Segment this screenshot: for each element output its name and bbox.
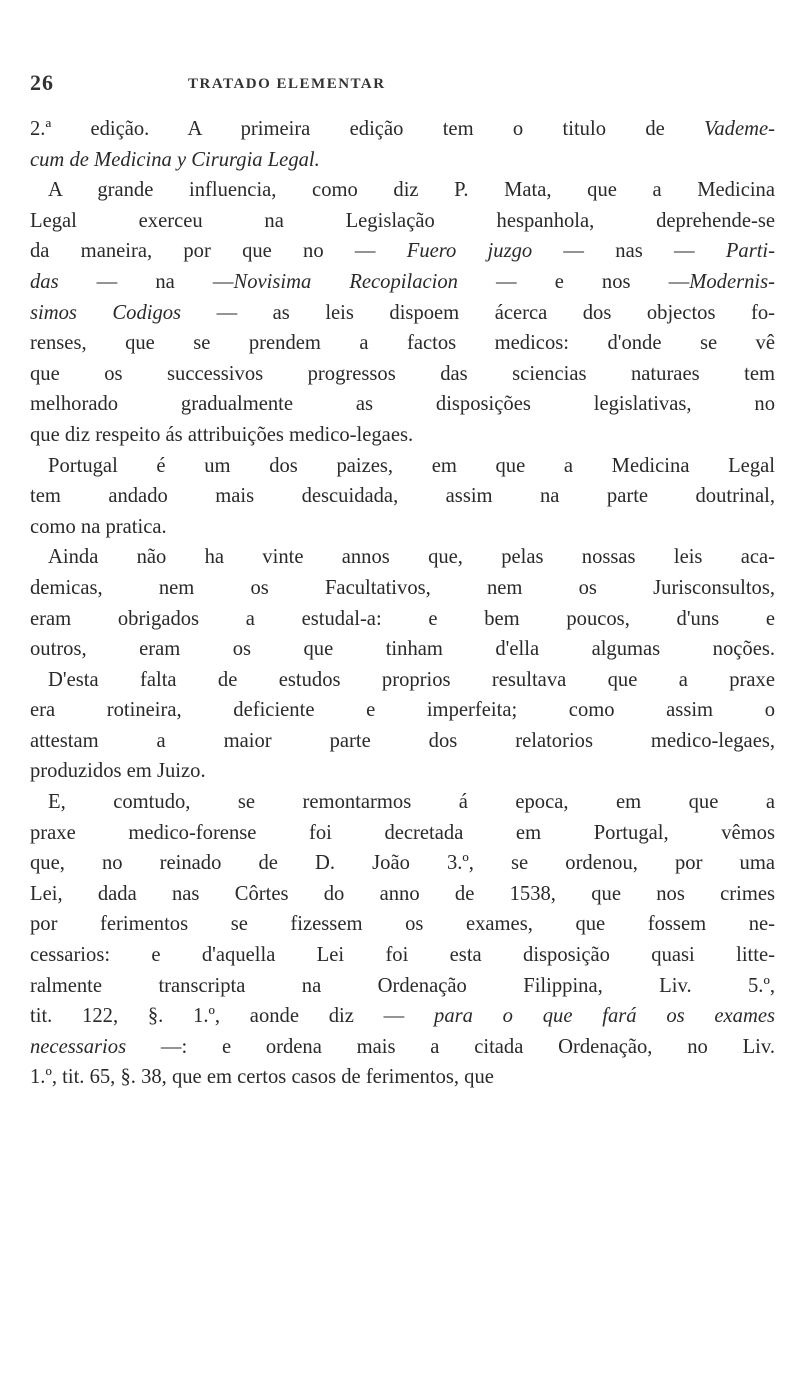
page-header bbox=[0, 0, 801, 100]
text-run: era rotineira, deficiente e imperfeita; como assim o bbox=[30, 699, 775, 722]
text-run: Portugal é um dos paizes, em que a Medicina Legal bbox=[48, 454, 775, 477]
text-line bbox=[30, 787, 775, 818]
text-line bbox=[30, 389, 775, 420]
text-run: D'esta falta de estudos proprios resultava que a praxe bbox=[48, 668, 775, 691]
italic-text: necessarios bbox=[30, 1035, 127, 1058]
text-run: demicas, nem os Facultativos, nem os Jurisconsultos, bbox=[30, 576, 775, 599]
text-line bbox=[30, 1062, 775, 1093]
text-run: Lei, dada nas Côrtes do anno de 1538, que nos crimes bbox=[30, 882, 775, 905]
italic-text: Vademe- bbox=[704, 118, 775, 140]
italic-text: Modernis- bbox=[689, 270, 775, 293]
text-line bbox=[30, 512, 775, 543]
text-line bbox=[30, 451, 775, 482]
text-line bbox=[30, 359, 775, 390]
text-line bbox=[30, 940, 775, 971]
text-run: da maneira, por que no — bbox=[30, 240, 407, 263]
text-line bbox=[30, 420, 775, 451]
running-title: TRATADO ELEMENTAR bbox=[188, 76, 386, 92]
text-run: —: e ordena mais a citada Ordenação, no Liv. bbox=[126, 1035, 775, 1058]
text-run: tem andado mais descuidada, assim na parte doutrinal, bbox=[30, 485, 775, 508]
text-run: Ainda não ha vinte annos que, pelas nossas leis aca- bbox=[48, 546, 775, 569]
italic-text: simos Codigos bbox=[30, 301, 182, 324]
text-run: praxe medico-forense foi decretada em Portugal, vêmos bbox=[30, 821, 775, 844]
text-line bbox=[30, 267, 775, 298]
italic-text: para o que fará os exames bbox=[434, 1005, 775, 1028]
text-run: 1.º, tit. 65, §. 38, que em certos casos de ferimentos, que bbox=[30, 1066, 494, 1089]
text-run: renses, que se prendem a factos medicos: d'onde se vê bbox=[30, 332, 775, 355]
page-number: 26 bbox=[30, 70, 54, 95]
text-line bbox=[30, 879, 775, 910]
text-line bbox=[30, 1001, 775, 1032]
text-line bbox=[30, 971, 775, 1002]
text-line bbox=[30, 604, 775, 635]
text-line bbox=[30, 114, 775, 145]
text-line bbox=[30, 573, 775, 604]
text-line bbox=[30, 665, 775, 696]
text-run: outros, eram os que tinham d'ella algumas noções. bbox=[30, 638, 775, 661]
text-line bbox=[30, 1032, 775, 1063]
text-line bbox=[30, 848, 775, 879]
text-line bbox=[30, 818, 775, 849]
text-line bbox=[30, 756, 775, 787]
text-run: — na — bbox=[58, 270, 234, 293]
italic-text: Novisima Recopilacion bbox=[233, 270, 458, 293]
text-run: — nas — bbox=[532, 240, 726, 263]
text-run: ralmente transcripta na Ordenação Filippina, Liv. 5.º, bbox=[30, 974, 775, 997]
italic-text: das bbox=[30, 270, 59, 293]
text-line bbox=[30, 145, 775, 176]
text-run: melhorado gradualmente as disposições legislativas, no bbox=[30, 393, 775, 416]
text-run: produzidos em Juizo. bbox=[30, 760, 206, 783]
italic-text: Fuero juzgo bbox=[406, 240, 533, 263]
body-text bbox=[30, 114, 775, 1093]
text-line bbox=[30, 328, 775, 359]
text-run: — e nos — bbox=[457, 270, 690, 293]
text-run: A grande influencia, como diz P. Mata, que a Medicina bbox=[48, 179, 775, 202]
text-line bbox=[30, 481, 775, 512]
text-line bbox=[30, 909, 775, 940]
text-run: tit. 122, §. 1.º, aonde diz — bbox=[30, 1005, 435, 1028]
text-run: attestam a maior parte dos relatorios medico-legaes, bbox=[30, 729, 775, 752]
text-run: que os successivos progressos das sciencias naturaes tem bbox=[30, 362, 775, 385]
italic-text: cum de Medicina y Cirurgia Legal. bbox=[30, 148, 320, 171]
text-line bbox=[30, 206, 775, 237]
text-line bbox=[30, 298, 775, 329]
text-line bbox=[30, 175, 775, 206]
text-run: que diz respeito ás attribuições medico-legaes. bbox=[30, 423, 414, 446]
text-line bbox=[30, 634, 775, 665]
italic-text: Parti- bbox=[725, 240, 776, 263]
text-run: eram obrigados a estudal-a: e bem poucos, d'uns e bbox=[30, 607, 775, 630]
text-run: Legal exerceu na Legislação hespanhola, deprehende-se bbox=[30, 209, 775, 232]
text-line bbox=[30, 695, 775, 726]
text-run: — as leis dispoem ácerca dos objectos fo- bbox=[181, 301, 775, 324]
text-run: que, no reinado de D. João 3.º, se ordenou, por uma bbox=[30, 852, 775, 875]
text-run: como na pratica. bbox=[30, 515, 167, 538]
text-run: por ferimentos se fizessem os exames, que fossem ne- bbox=[30, 913, 775, 936]
text-line bbox=[30, 236, 775, 267]
text-run: E, comtudo, se remontarmos á epoca, em que a bbox=[48, 791, 775, 814]
text-run: 2.ª edição. A primeira edição tem o titulo de bbox=[30, 118, 705, 140]
text-line bbox=[30, 542, 775, 573]
text-run: cessarios: e d'aquella Lei foi esta disposição quasi litte- bbox=[30, 944, 775, 967]
text-line bbox=[30, 726, 775, 757]
